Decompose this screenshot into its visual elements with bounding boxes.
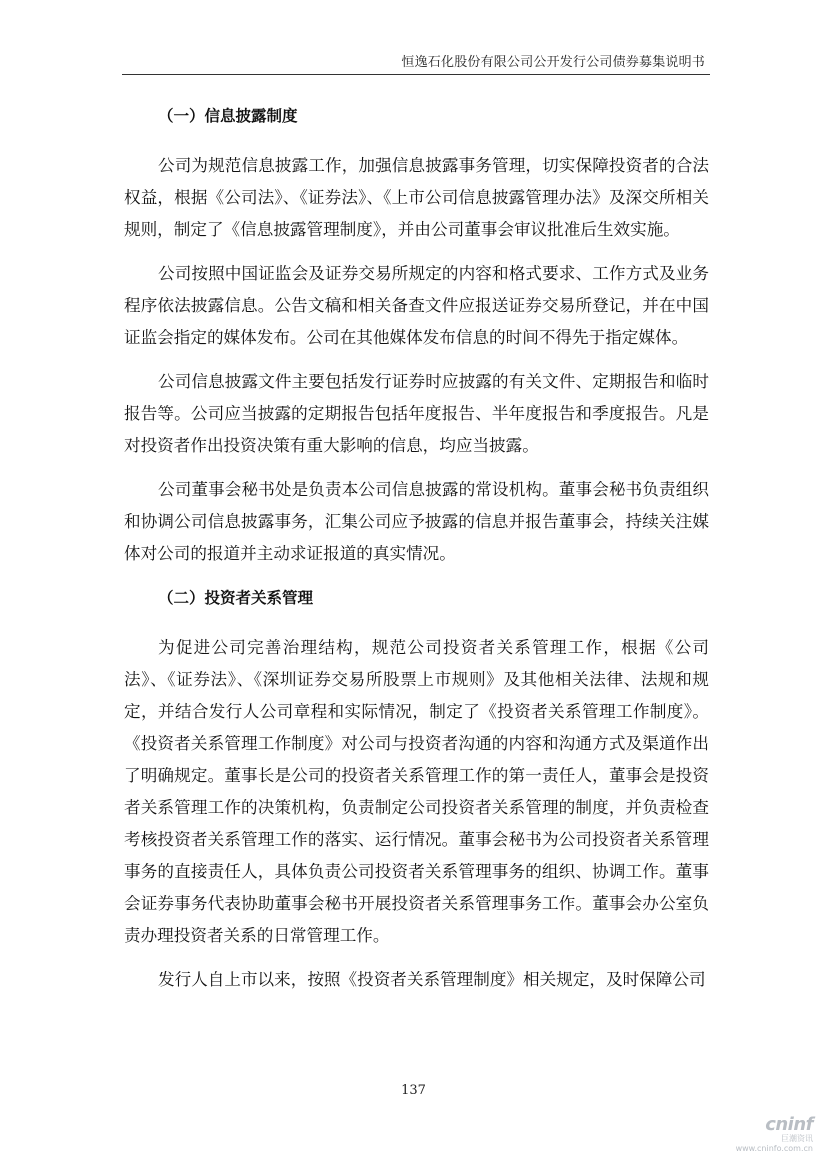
section-heading-investor-relations: （二）投资者关系管理	[158, 589, 314, 607]
watermark-url: www.cninfo.com.cn	[735, 1144, 813, 1153]
header-divider	[122, 74, 710, 75]
paragraph: 公司为规范信息披露工作，加强信息披露事务管理，切实保障投资者的合法权益，根据《公司法》、《证券法》、《上市公司信息披露管理办法》及深交所相关规则，制定了《信息披露管理制度》，并由公司董事会审议批准后生效实施。	[124, 156, 709, 239]
paragraph: 发行人自上市以来，按照《投资者关系管理制度》相关规定，及时保障公司	[158, 970, 706, 989]
paragraph: 公司信息披露文件主要包括发行证券时应披露的有关文件、定期报告和临时报告等。公司应当披露的定期报告包括年度报告、半年度报告和季度报告。凡是对投资者作出投资决策有重大影响的信息，均应当披露。	[124, 372, 709, 455]
paragraph: 公司按照中国证监会及证券交易所规定的内容和格式要求、工作方式及业务程序依法披露信息。公告文稿和相关备查文件应报送证券交易所登记，并在中国证监会指定的媒体发布。公司在其他媒体发布信息的时间不得先于指定媒体。	[124, 264, 709, 347]
cninfo-watermark-logo	[733, 1116, 813, 1154]
running-header: 恒逸石化股份有限公司公开发行公司债券募集说明书	[401, 55, 705, 70]
section-heading-disclosure: （一）信息披露制度	[158, 107, 298, 125]
page-number: 137	[401, 1083, 426, 1098]
paragraph: 公司董事会秘书处是负责本公司信息披露的常设机构。董事会秘书负责组织和协调公司信息披露事务，汇集公司应予披露的信息并报告董事会，持续关注媒体对公司的报道并主动求证报道的真实情况。	[124, 480, 709, 563]
watermark-name: 巨潮资讯	[781, 1134, 813, 1143]
page-body	[124, 100, 709, 996]
watermark-logo-text: cninf	[765, 1114, 813, 1135]
paragraph: 为促进公司完善治理结构，规范公司投资者关系管理工作，根据《公司法》、《证券法》、《深圳证券交易所股票上市规则》及其他相关法律、法规和规定，并结合发行人公司章程和实际情况，制定了《投资者关系管理工作制度》。《投资者关系管理工作制度》对公司与投资者沟通的内容和沟通方式及渠道作出了明确规定。董事长是公司的投资者关系管理工作的第一责任人，董事会是投资者关系管理工作的决策机构，负责制定公司投资者关系管理的制度，并负责检查考核投资者关系管理工作的落实、运行情况。董事会秘书为公司投资者关系管理事务的直接责任人，具体负责公司投资者关系管理事务的组织、协调工作。董事会证券事务代表协助董事会秘书开展投资者关系管理事务工作。董事会办公室负责办理投资者关系的日常管理工作。	[124, 638, 709, 945]
